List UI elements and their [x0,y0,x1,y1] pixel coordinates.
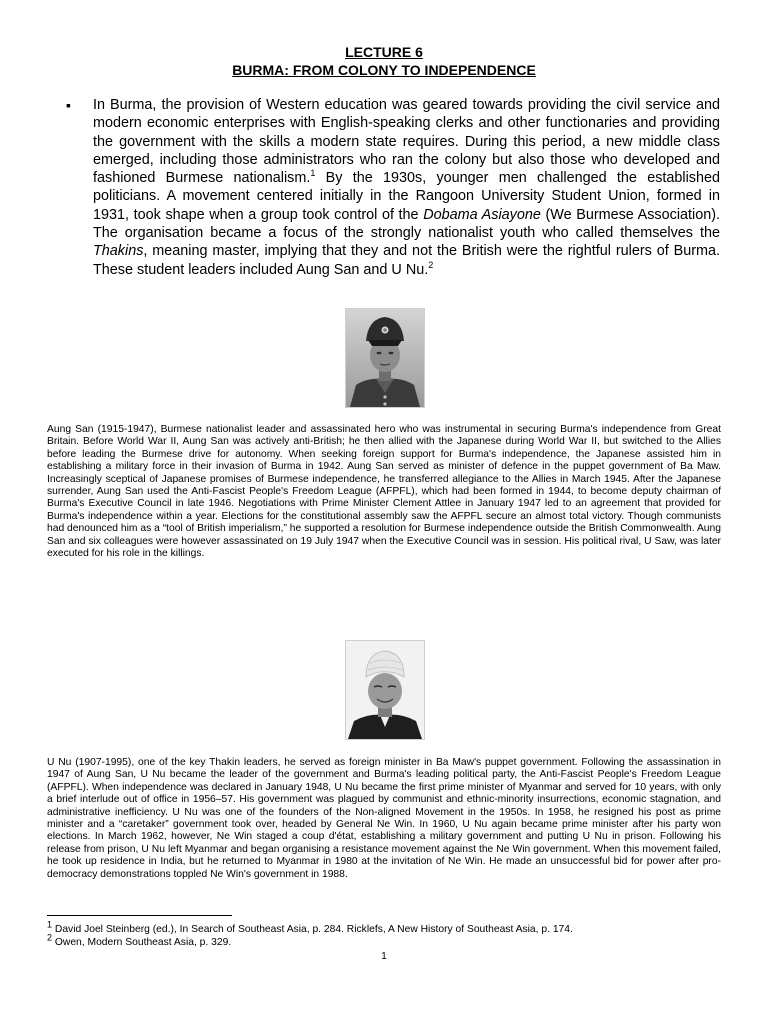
italic-term: Thakins [93,243,144,260]
footnote-ref-2: 2 [428,259,434,270]
footnote-ref-1: 1 [310,168,316,179]
page-title: BURMA: FROM COLONY TO INDEPENDENCE [232,62,536,78]
u-nu-portrait-drawing [346,641,424,739]
bullet-text-part: By the 1930s, younger men challenged the established politicians. A movement centered initially in the Rangoon University Student Union, formed in 1931, took shape when a group took control of the [93,170,720,223]
footnote-separator [47,915,232,916]
page-number: 1 [381,951,387,962]
footnote-number: 1 [47,919,53,930]
aung-san-caption: Aung San (1915-1947), Burmese nationalist leader and assassinated hero who was instrumental in securing Burma's independence from Great Britain. Before World War II, Aung San was actively anti-British; he then allied with the Japanese during World War II, but switched to the Allies before leading the Burmese drive for autonomy. When seeking foreign support for Burma's independence, the Japanese assisted him in establishing a military force in their invasion of Burma in 1942. Aung San served as minister of defence in the puppet government of Ba Maw. Increasingly sceptical of Japanese promises of Burmese independence, he transferred allegiance to the Allies in March 1945. After the Japanese surrender, Aung San used the Anti-Fascist People's Freedom League (AFPFL), which had been formed in 1944, to become deputy chairman of Burma's Executive Council in late 1946. Negotiations with Prime Minister Clement Attlee in January 1947 led to an agreement that provided for Burma's independence within a year. Elections for the constitutional assembly saw the AFPFL secure an almost total victory. Though communists had denounced him as a “tool of British imperialism,” he supported a resolution for Burmese independence outside the British Commonwealth. Aung San and six colleagues were however assassinated on 19 July 1947 when the Executive Council was in session. His political rival, U Saw, was later executed for his role in the killings. [47,424,721,560]
bullet-text-part: (We Burmese Association). The organisation became a focus of the strongly nationalist youth who called themselves the [93,206,721,242]
footnote-text: Owen, Modern Southeast Asia, p. 329. [52,937,232,948]
bullet-text-part: In Burma, the provision of Western education was geared towards providing the civil service and modern economic enterprises with English-speaking clerks and other functionaries and providing the government with the skills a modern state requires. During this period, a new middle class emerged, including those administrators who ran the colony but also those who developed and fashioned Burmese nationalism. [93,97,720,187]
lecture-number: LECTURE 6 [345,44,423,60]
u-nu-portrait [345,640,425,740]
bullet-marker: ▪ [66,97,71,113]
footnote-number: 2 [47,932,53,943]
italic-term: Dobama Asiayone [423,206,541,223]
bullet-text-part: , meaning master, implying that they and not the British were the rightful rulers of Burma. These student leaders included Aung San and U Nu. [93,243,720,278]
footnote [47,919,573,936]
aung-san-portrait [345,308,425,408]
aung-san-portrait-drawing [346,309,424,407]
footnote-text: David Joel Steinberg (ed.), In Search of Southeast Asia, p. 284. Ricklefs, A New History of Southeast Asia, p. 174. [52,924,573,935]
bullet-text [93,96,720,279]
u-nu-caption: U Nu (1907-1995), one of the key Thakin leaders, he served as foreign minister in Ba Maw's puppet government. Following the assassination in 1947 of Aung San, U Nu became the leader of the government and Burma's leading political party, the Anti-Fascist People's Freedom League (AFPFL). When independence was declared in January 1948, U Nu became the first prime minister of Myanmar and served for 10 years, with only a brief interlude out of office in 1956–57. His government was plagued by communist and ethnic-minority insurrections, economic stagnation, and administrative inefficiency. U Nu was one of the founders of the Non-aligned Movement in the 1950s. In 1958, he resigned his post as prime minister and a “caretaker” government took over, headed by General Ne Win. In 1960, U Nu again became prime minister after his party won elections. In March 1962, however, Ne Win staged a coup d'état, establishing a military government and putting U Nu in prison. Following his release from prison, U Nu left Myanmar and began organising a resistance movement against the Ne Win government. When this movement failed, he took up residence in India, but he returned to Myanmar in 1980 at the invitation of Ne Win. He made an unsuccessful bid for power after pro-democracy demonstrations toppled Ne Win's government in 1988. [47,757,721,880]
footnote [47,932,232,949]
